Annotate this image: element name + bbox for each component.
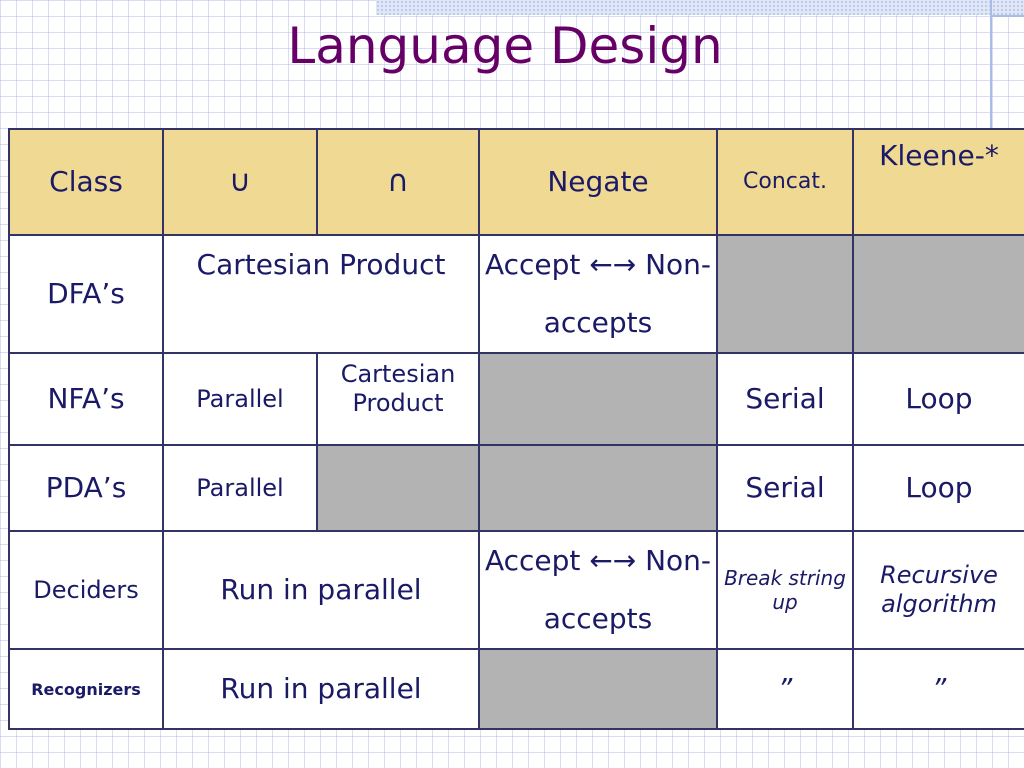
table-row-dfa: [9, 235, 1024, 353]
pda-union: Parallel: [163, 445, 317, 531]
nfa-negate-empty: [479, 353, 717, 445]
row-label-deciders: Deciders: [9, 531, 163, 649]
recognizers-kleene: ”: [853, 649, 1024, 729]
table-row-recognizers: [9, 649, 1024, 729]
header-concat: Concat.: [717, 129, 853, 235]
deciders-kleene: Recursive algorithm: [853, 531, 1024, 649]
pda-intersect-empty: [317, 445, 479, 531]
nfa-concat: Serial: [717, 353, 853, 445]
slide-title: Language Design: [287, 17, 723, 75]
dfa-union-intersect: Cartesian Product: [163, 235, 479, 353]
row-label-dfa: DFA’s: [9, 235, 163, 353]
language-design-table: [8, 128, 1024, 730]
header-kleene: Kleene-*: [853, 129, 1024, 235]
recognizers-concat: ”: [717, 649, 853, 729]
dfa-negate: Accept ←→ Non-accepts: [479, 235, 717, 353]
pda-concat: Serial: [717, 445, 853, 531]
pda-negate-empty: [479, 445, 717, 531]
pda-kleene: Loop: [853, 445, 1024, 531]
decorative-corner-band: [376, 0, 1024, 15]
row-label-pda: PDA’s: [9, 445, 163, 531]
deciders-negate: Accept ←→ Non-accepts: [479, 531, 717, 649]
header-intersect: ∩: [317, 129, 479, 235]
header-row: [9, 129, 1024, 235]
nfa-intersect: Cartesian Product: [317, 353, 479, 445]
recognizers-negate-empty: [479, 649, 717, 729]
deciders-concat: Break string up: [717, 531, 853, 649]
table-row-nfa: [9, 353, 1024, 445]
dfa-kleene-empty: [853, 235, 1024, 353]
table-row-deciders: [9, 531, 1024, 649]
nfa-union: Parallel: [163, 353, 317, 445]
nfa-kleene: Loop: [853, 353, 1024, 445]
dfa-concat-empty: [717, 235, 853, 353]
row-label-recognizers: Recognizers: [9, 649, 163, 729]
row-label-nfa: NFA’s: [9, 353, 163, 445]
recognizers-union-intersect: Run in parallel: [163, 649, 479, 729]
header-union: ∪: [163, 129, 317, 235]
deciders-union-intersect: Run in parallel: [163, 531, 479, 649]
header-class: Class: [9, 129, 163, 235]
table-row-pda: [9, 445, 1024, 531]
header-negate: Negate: [479, 129, 717, 235]
